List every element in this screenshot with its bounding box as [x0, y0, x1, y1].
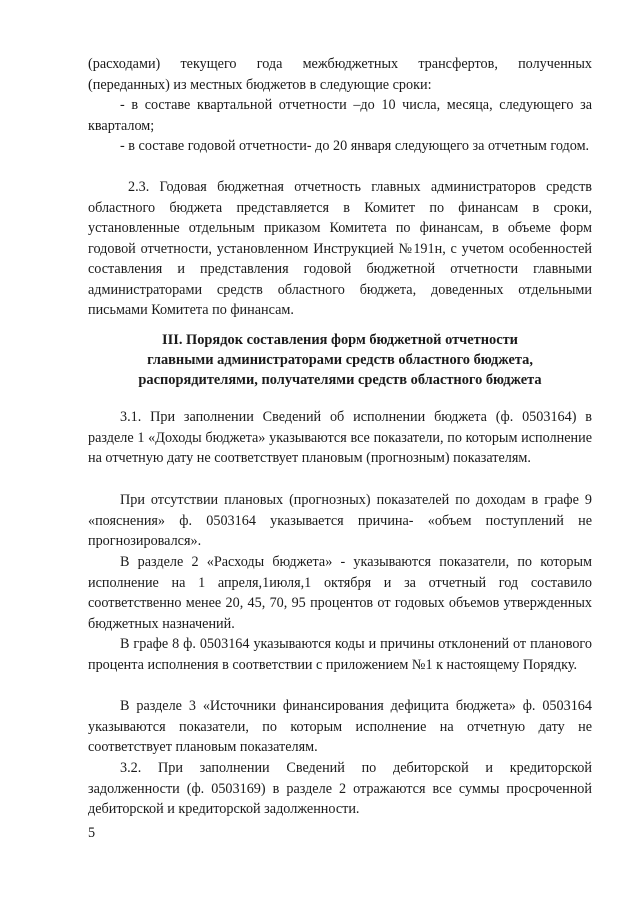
paragraph-section-3-sources: В разделе 3 «Источники финансирования дефицита бюджета» ф. 0503164 указываются показатели, по которым исполнение на отчетную дату не соответствует плановым показателям. [88, 698, 592, 755]
paragraph-3-2: 3.2. При заполнении Сведений по дебиторской и кредиторской задолженности (ф. 0503169) в разделе 2 отражаются все суммы просроченной дебиторской и кредиторской задолженности. [88, 760, 592, 817]
paragraph-quarterly-reporting: - в составе квартальной отчетности –до 10 числа, месяца, следующего за кварталом; [88, 97, 592, 134]
paragraph-transfers-deadlines: (расходами) текущего года межбюджетных трансфертов, полученных (переданных) из местных бюджетов в следующие сроки: [88, 56, 592, 93]
paragraph-3-1: 3.1. При заполнении Сведений об исполнении бюджета (ф. 0503164) в разделе 1 «Доходы бюджета» указываются все показатели, по которым исполнение на отчетную дату не соответствует плановым (прогнозным) показателям. [88, 409, 592, 466]
section-heading-line-3: распорядителями, получателями средств областного бюджета [138, 372, 542, 388]
section-heading-line-1: III. Порядок составления форм бюджетной отчетности [162, 332, 518, 348]
paragraph-column-8: В графе 8 ф. 0503164 указываются коды и причины отклонений от планового процента исполнения в соответствии с приложением №1 к настоящему Порядку. [88, 636, 592, 673]
page-number: 5 [88, 825, 96, 841]
paragraph-no-plan-indicators: При отсутствии плановых (прогнозных) показателей по доходам в графе 9 «пояснения» ф. 0503164 указывается причина- «объем поступлений не прогнозировался». [88, 492, 592, 549]
paragraph-annual-reporting: - в составе годовой отчетности- до 20 января следующего за отчетным годом. [120, 138, 590, 154]
paragraph-2-3: 2.3. Годовая бюджетная отчетность главных администраторов средств областного бюджета представляется в Комитет по финансам в сроки, установленные отдельным приказом Комитета по финансам, в объеме форм годовой отчетности, установленном Инструкцией №191н, с учетом особенностей составления и представления годовой бюджетной отчетности главными администраторами средств областного бюджета, доведенных отдельными письмами Комитета по финансам. [88, 179, 592, 318]
section-heading-line-2: главными администраторами средств областного бюджета, [147, 352, 533, 368]
paragraph-section-2-expenses: В разделе 2 «Расходы бюджета» - указываются показатели, по которым исполнение на 1 апреля,1июля,1 октября и за отчетный год составило соответственно менее 20, 45, 70, 95 процентов от годовых объемов утвержденных бюджетных назначений. [88, 554, 592, 632]
